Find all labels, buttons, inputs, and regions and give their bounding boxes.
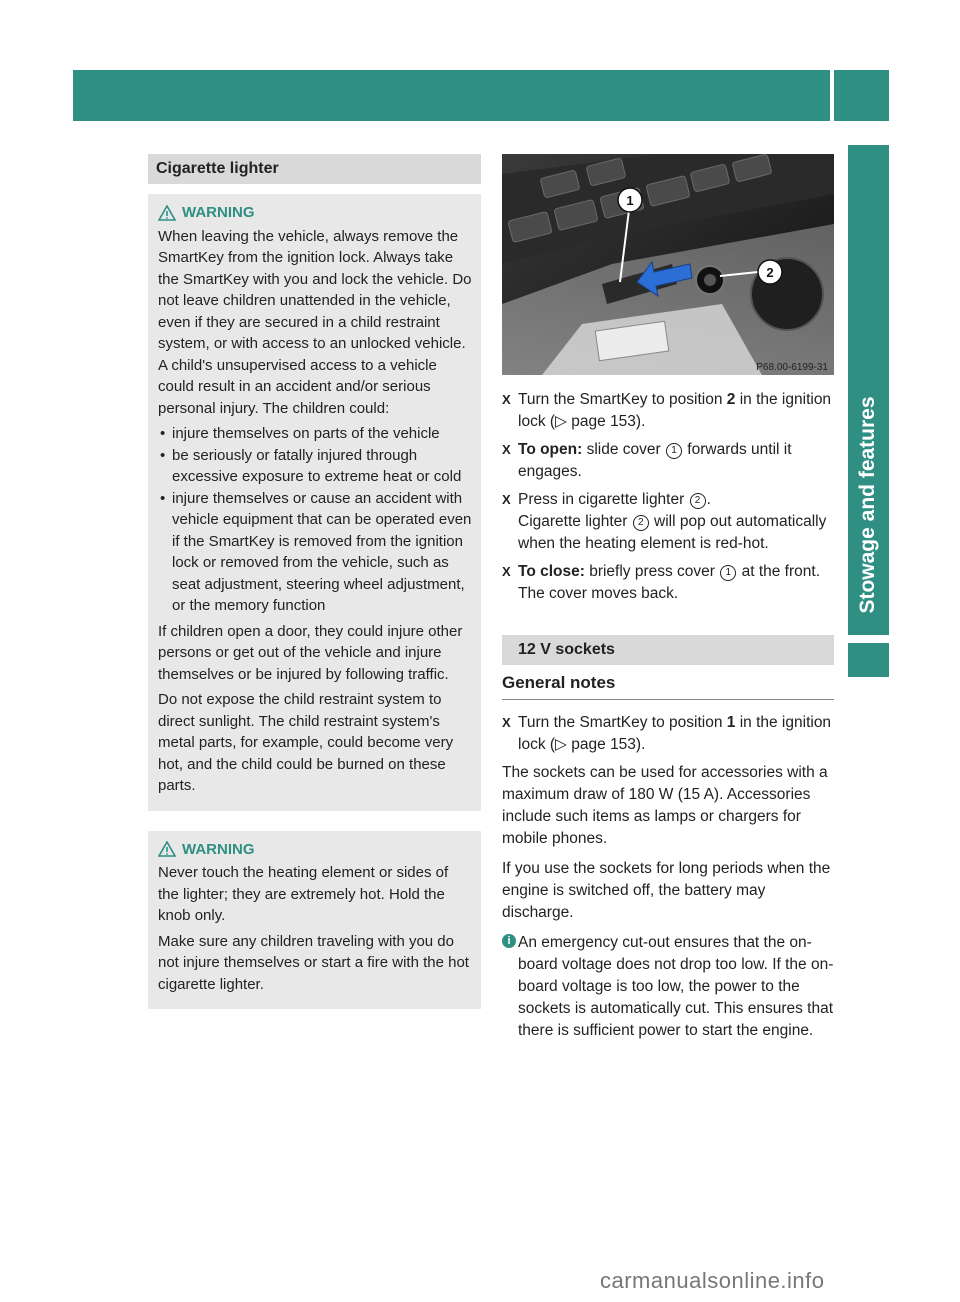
step-text: . — [706, 491, 711, 508]
warning-label: WARNING — [182, 204, 255, 221]
section-heading-cigarette-lighter: Cigarette lighter — [148, 154, 481, 184]
cigarette-lighter-photo — [502, 154, 834, 375]
step-text: in the ignition lock ( — [518, 714, 832, 753]
step-text: Turn the SmartKey to position — [518, 714, 727, 731]
left-column — [148, 154, 481, 1009]
step-item — [502, 561, 834, 605]
step-marker-icon: X — [502, 564, 511, 579]
bullet-item: • injure themselves on parts of the vehicle — [158, 423, 473, 445]
warning-box-1 — [148, 194, 481, 811]
page-reference[interactable]: page 153). — [566, 736, 646, 753]
step-item — [502, 712, 834, 756]
warning-paragraph: If children open a door, they could injure other persons or get out of the vehicle and injure themselves or be injured by following traffic. — [158, 622, 463, 683]
callout-2: 2 — [766, 265, 774, 280]
side-square — [848, 643, 889, 677]
watermark: carmanualsonline.info — [600, 1268, 825, 1293]
instruction-steps-2 — [502, 712, 834, 756]
warning-header — [158, 202, 473, 224]
warning-triangle-icon — [158, 841, 176, 857]
warning-box-2 — [148, 831, 481, 1010]
section-heading-12v-sockets: 12 V sockets — [502, 635, 834, 665]
paragraph: If you use the sockets for long periods when the engine is switched off, the battery may discharge. — [502, 860, 831, 921]
step-marker-icon: X — [502, 442, 511, 457]
right-column — [502, 154, 834, 1042]
step-text: forwards until it engages. — [518, 441, 792, 480]
step-position: 2 — [726, 391, 736, 408]
step-text: slide cover — [582, 441, 665, 458]
side-tab-label: Stowage and features — [856, 396, 879, 614]
info-icon: i — [502, 934, 516, 948]
callout-ref-2: 2 — [633, 515, 649, 531]
step-text: in the ignition lock ( — [518, 391, 832, 430]
callout-ref-2: 2 — [690, 493, 706, 509]
page-reference[interactable]: page 153). — [566, 413, 646, 430]
header-bar — [73, 70, 889, 121]
console-illustration — [502, 154, 834, 375]
step-text: at the front. — [737, 563, 820, 580]
paragraph: The sockets can be used for accessories with a maximum draw of 180 W (15 A). Accessories include such items as lamps or chargers for mobile phones. — [502, 764, 828, 847]
callout-1: 1 — [626, 193, 634, 208]
page-ref-arrow-icon: ▷ — [555, 413, 567, 430]
warning-paragraph: Never touch the heating element or sides of the lighter; they are extremely hot. Hold the knob only. — [158, 864, 449, 924]
step-marker-icon: X — [502, 492, 511, 507]
step-item — [502, 389, 834, 433]
subheading-general-notes: General notes — [502, 673, 834, 700]
bullet-item: • injure themselves or cause an accident with vehicle equipment that can be operated even if the SmartKey is removed from the ignition lock or removed from the vehicle, such as seat adjustment, steering wheel adjustment, or the memory function — [158, 488, 473, 617]
page-number: 309 — [843, 18, 877, 40]
note-text: An emergency cut-out ensures that the on-board voltage does not drop too low. If the on-board voltage is too low, the power to the sockets is automatically cut. This ensures that there is sufficient power to start the engine. — [518, 934, 834, 1039]
step-text: Cigarette lighter — [518, 513, 632, 530]
step-text: Press in cigarette lighter — [518, 491, 689, 508]
info-note — [502, 932, 834, 1042]
step-keyword: To close: — [518, 563, 585, 580]
step-keyword: To open: — [518, 441, 583, 458]
page-ref-arrow-icon: ▷ — [555, 736, 567, 753]
callout-ref-1: 1 — [666, 443, 682, 459]
warning-paragraph: Make sure any children traveling with you do not injure themselves or start a fire with the hot cigarette lighter. — [158, 932, 469, 993]
step-item — [502, 439, 834, 483]
step-marker-icon: X — [502, 392, 511, 407]
step-result: The cover moves back. — [518, 585, 679, 602]
instruction-steps — [502, 389, 834, 605]
warning-header — [158, 839, 473, 861]
step-marker-icon: X — [502, 715, 511, 730]
warning-bullet-list — [158, 423, 473, 617]
callout-ref-1: 1 — [720, 565, 736, 581]
warning-paragraph: Do not expose the child restraint system to direct sunlight. The child restraint system's metal parts, for example, could become very hot, and the child could be burned on these parts. — [158, 691, 454, 794]
step-text: Turn the SmartKey to position — [518, 391, 727, 408]
warning-paragraph: When leaving the vehicle, always remove the SmartKey from the ignition lock. Always take the SmartKey with you and lock the vehicle. Do not leave children unattended in the vehicle, even if they are secured in a child restraint system, or with access to an unlocked vehicle. A child's unsupervised access to a vehicle could result in an accident and/or serious personal injury. The children could: — [158, 227, 472, 417]
warning-label: WARNING — [182, 840, 255, 858]
section-title: Features — [730, 18, 814, 40]
step-text: briefly press cover — [584, 563, 720, 580]
header-separator — [830, 70, 834, 121]
step-text: will pop out automatically when the heating element is red-hot. — [518, 513, 827, 552]
photo-code: P68.00-6199-31 — [756, 362, 828, 373]
step-item — [502, 489, 834, 555]
warning-triangle-icon — [158, 205, 176, 221]
bullet-item: • be seriously or fatally injured through excessive exposure to extreme heat or cold — [158, 445, 473, 488]
step-position: 1 — [726, 714, 736, 731]
